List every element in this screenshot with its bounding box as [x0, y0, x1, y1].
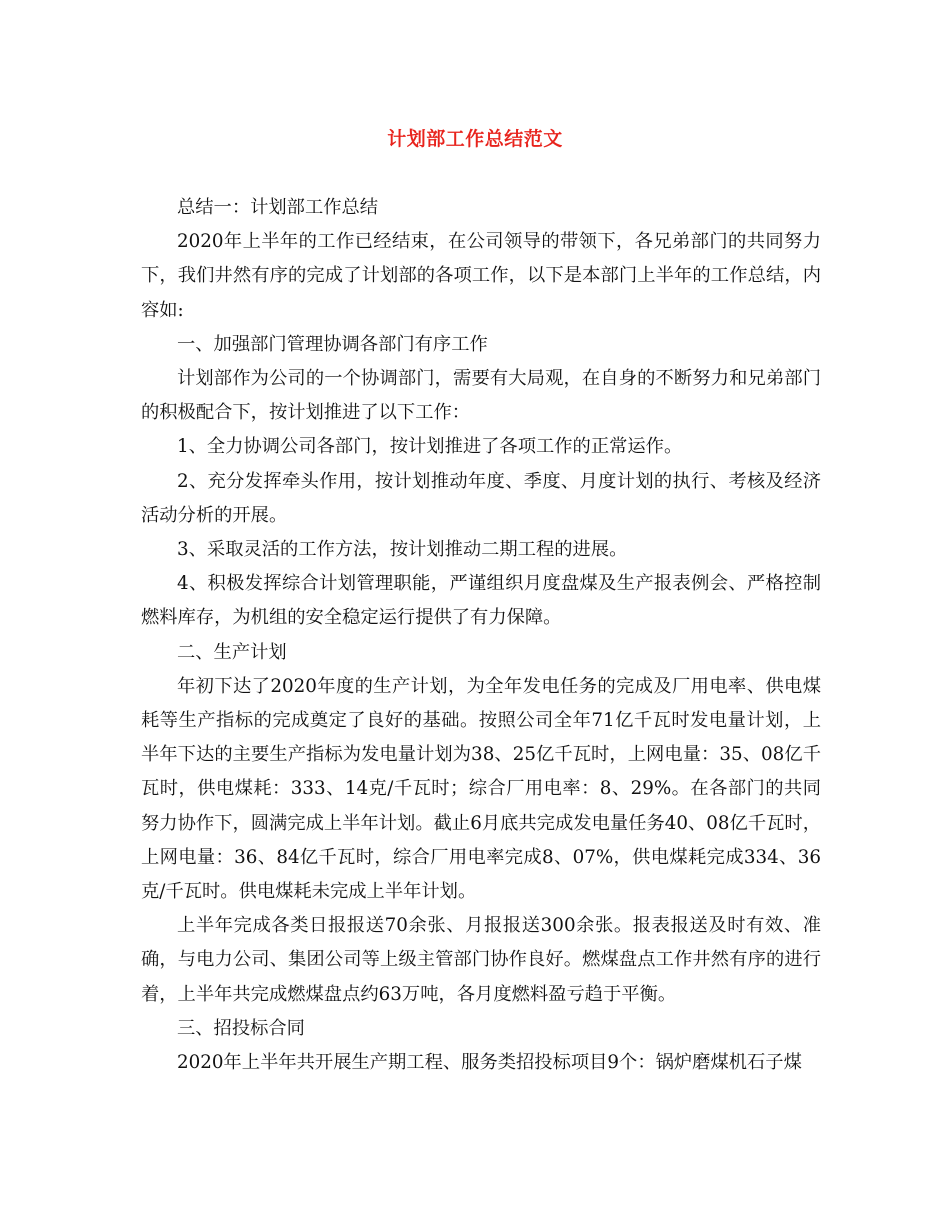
section-heading-2: 二、生产计划 — [177, 641, 287, 663]
paragraph-reports: 上半年完成各类日报报送70余张、月报报送300余张。报表报送及时有效、准确，与电力公司、集团公司等上级主管部门协作良好。燃煤盘点工作井然有序的进行着，上半年共完成燃煤盘点约63万吨，各月度燃料盈亏趋于平衡。 — [141, 915, 821, 1005]
list-item-1: 1、全力协调公司各部门，按计划推进了各项工作的正常运作。 — [177, 436, 683, 458]
paragraph-bidding: 2020年上半年共开展生产期工程、服务类招投标项目9个：锅炉磨煤机石子煤 — [177, 1052, 802, 1074]
paragraph-intro: 2020年上半年的工作已经结束，在公司领导的带领下，各兄弟部门的共同努力下，我们井然有序的完成了计划部的各项工作，以下是本部门上半年的工作总结，内容如: — [141, 231, 821, 321]
document-title: 计划部工作总结范文 — [387, 128, 563, 150]
list-item-3: 3、采取灵活的工作方法，按计划推动二期工程的进展。 — [177, 539, 628, 561]
paragraph-production-plan: 年初下达了2020年度的生产计划，为全年发电任务的完成及厂用电率、供电煤耗等生产指标的完成奠定了良好的基础。按照公司全年71亿千瓦时发电量计划，上半年下达的主要生产指标为发电量计划为38、25亿千瓦时，上网电量：35、08亿千瓦时，供电煤耗：333、14克/千瓦时；综合厂用电率：8、29%。在各部门的共同努力协作下，圆满完成上半年计划。截止6月底共完成发电量任务40、08亿千瓦时，上网电量：36、84亿千瓦时，综合厂用电率完成8、07%，供电煤耗完成334、36克/千瓦时。供电煤耗未完成上半年计划。 — [141, 675, 821, 903]
list-item-2: 2、充分发挥牵头作用，按计划推动年度、季度、月度计划的执行、考核及经济活动分析的开展。 — [141, 470, 821, 526]
paragraph-coordination: 计划部作为公司的一个协调部门，需要有大局观，在自身的不断努力和兄弟部门的积极配合下，按计划推进了以下工作： — [141, 368, 821, 424]
section-heading-3: 三、招投标合同 — [177, 1017, 305, 1039]
section-heading-summary-one: 总结一：计划部工作总结 — [177, 197, 379, 218]
document-body — [141, 191, 821, 1080]
list-item-4: 4、积极发挥综合计划管理职能，严谨组织月度盘煤及生产报表例会、严格控制燃料库存，为机组的安全稳定运行提供了有力保障。 — [141, 573, 821, 629]
section-heading-1: 一、加强部门管理协调各部门有序工作 — [177, 333, 488, 355]
